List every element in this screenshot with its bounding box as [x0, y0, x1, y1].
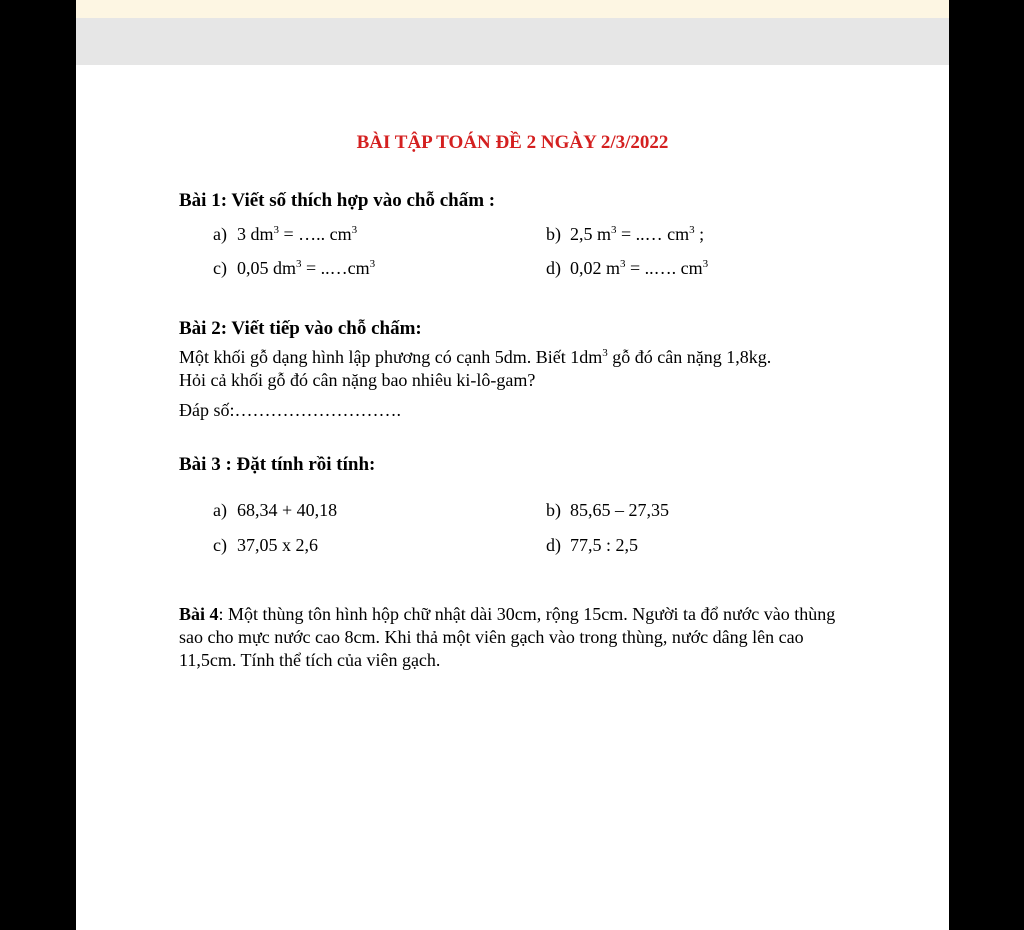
bai4-problem: Bài 4: Một thùng tôn hình hộp chữ nhật dài 30cm, rộng 15cm. Người ta đổ nước vào thùng sao cho mực nước cao 8cm. Khi thả một viên gạch vào trong thùng, nước dâng lên cao 11,5cm. Tính thể tích của viên gạch. — [179, 604, 836, 670]
bai1-item-b: b) 2,5 $m^3$ = ..… $cm^3$ ; — [546, 224, 705, 244]
bai1-item-c: c) 0,05 $dm^3$ = $..\dots cm^3$ — [213, 258, 376, 278]
bai2-answer-line: Đáp số:………………………. — [179, 400, 401, 420]
bai2-problem: Một khối gỗ dạng hình lập phương có cạnh 5dm. Biết $1dm^3$ gỗ đó cân nặng 1,8kg. Hỏi cả khối gỗ đó cân nặng bao nhiêu ki-lô-gam? — [179, 347, 772, 390]
viewer-top-strip — [76, 0, 949, 18]
bai3-heading: Bài 3 : Đặt tính rồi tính: — [179, 454, 376, 475]
bai1-heading: Bài 1: Viết số thích hợp vào chỗ chấm : — [179, 190, 496, 211]
bai3-item-d: d) 77,5 : 2,5 — [546, 535, 639, 555]
bai1-item-d: d) 0,02 $m^3$ = ..…. $cm^3$ — [546, 258, 709, 278]
viewer-toolbar-area — [76, 18, 949, 65]
document-page — [76, 0, 949, 930]
bai2-heading: Bài 2: Viết tiếp vào chỗ chấm: — [179, 318, 422, 339]
bai3-item-c: c) 37,05 x 2,6 — [213, 535, 318, 555]
document-title: BÀI TẬP TOÁN ĐỀ 2 NGÀY 2/3/2022 — [356, 132, 669, 153]
bai3-item-b: b) 85,65 – 27,35 — [546, 500, 669, 520]
bai1-item-a: a) 3 $dm^3$ = ….. $cm^3$ — [213, 224, 358, 244]
bai3-item-a: a) 68,34 + 40,18 — [213, 500, 338, 520]
